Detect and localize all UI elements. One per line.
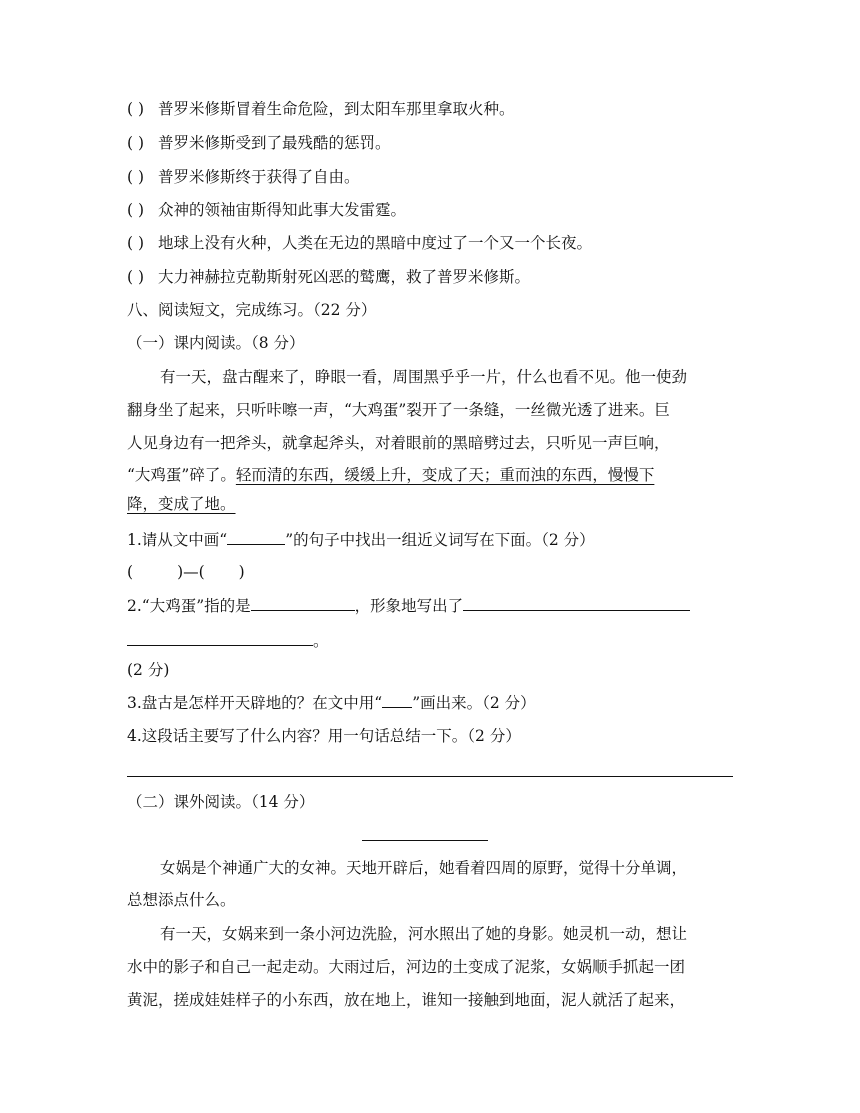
order-item-text: 普罗米修斯终于获得了自由。 <box>158 168 360 186</box>
passage2-line: 总想添点什么。 <box>127 891 236 909</box>
answer-parens[interactable]: ( ) <box>127 168 145 186</box>
answer-blank[interactable] <box>127 629 313 646</box>
section-title: 八、阅读短文，完成练习。（22 分） <box>127 301 377 319</box>
question-2-end: 。 <box>313 632 329 650</box>
answer-paren-dash: )—( <box>177 563 205 581</box>
question-2 <box>127 594 690 617</box>
answer-blank[interactable] <box>251 594 355 611</box>
order-item-2 <box>127 132 391 154</box>
question-2-score: (2 分) <box>127 661 170 679</box>
part1-title: （一）课内阅读。（8 分） <box>127 334 305 352</box>
order-item-4 <box>127 199 406 221</box>
passage1-line: 人见身边有一把斧头，就拿起斧头，对着眼前的黑暗劈过去，只听见一声巨响， <box>127 434 670 452</box>
order-item-text: 普罗米修斯冒着生命危险，到太阳车那里拿取火种。 <box>158 100 515 118</box>
answer-paren-close: ) <box>238 563 245 581</box>
order-item-5 <box>127 232 592 254</box>
passage2-line: 水中的影子和自己一起走动。大雨过后，河边的土变成了泥浆，女娲顺手抓起一团 <box>127 958 686 976</box>
passage1-line <box>127 493 236 515</box>
passage1-text: “大鸡蛋”碎了。 <box>127 466 236 484</box>
part2-title: （二）课外阅读。（14 分） <box>127 793 315 811</box>
order-item-3 <box>127 166 360 188</box>
question-3-prompt: 3.盘古是怎样开天辟地的？在文中用“ <box>127 694 383 712</box>
underlined-sentence: 轻而清的东西，缓缓上升，变成了天；重而浊的东西，慢慢下 <box>235 466 655 484</box>
order-item-text: 普罗米修斯受到了最残酷的惩罚。 <box>158 134 391 152</box>
passage1-line <box>127 464 654 486</box>
question-3 <box>127 692 536 714</box>
answer-blank[interactable] <box>463 594 690 611</box>
answer-parens[interactable]: ( ) <box>127 234 145 252</box>
passage2-line: 女娲是个神通广大的女神。天地开辟后，她看着四周的原野，觉得十分单调， <box>160 859 688 877</box>
answer-parens[interactable]: ( ) <box>127 100 145 118</box>
answer-parens[interactable]: ( ) <box>127 201 145 219</box>
question-2-mid: ，形象地写出了 <box>354 597 464 615</box>
question-1-prompt-end: ”的句子中找出一组近义词写在下面。（2 分） <box>285 531 595 549</box>
question-1-answer[interactable] <box>127 561 245 583</box>
passage2-line: 黄泥，搓成娃娃样子的小东西，放在地上，谁知一接触到地面，泥人就活了起来， <box>127 991 686 1009</box>
question-3-prompt-end: ”画出来。（2 分） <box>412 694 536 712</box>
passage1-line: 有一天，盘古醒来了，睁眼一看，周围黑乎乎一片，什么也看不见。他一使劲 <box>160 368 688 386</box>
question-2-prompt: 2.“大鸡蛋”指的是 <box>127 597 251 615</box>
underline-sample <box>382 694 412 708</box>
underline-sample <box>227 528 285 545</box>
answer-parens[interactable]: ( ) <box>127 134 145 152</box>
order-item-6 <box>127 266 530 288</box>
answer-paren-open: ( <box>127 563 134 581</box>
underlined-sentence: 降，变成了地。 <box>127 495 236 513</box>
question-1 <box>127 528 595 551</box>
question-1-prompt: 1.请从文中画“ <box>127 531 228 549</box>
order-item-text: 众神的领袖宙斯得知此事大发雷霆。 <box>158 201 407 219</box>
passage2-line: 有一天，女娲来到一条小河边洗脸，河水照出了她的身影。她灵机一动，想让 <box>160 925 688 943</box>
question-4: 4.这段话主要写了什么内容？用一句话总结一下。（2 分） <box>127 727 521 745</box>
title-blank[interactable] <box>362 840 488 841</box>
answer-line[interactable] <box>127 776 733 777</box>
order-item-1 <box>127 98 515 120</box>
question-2-continued <box>127 629 329 652</box>
passage1-line: 翻身坐了起来，只听咔嚓一声，“大鸡蛋”裂开了一条缝，一丝微光透了进来。巨 <box>127 401 670 419</box>
order-item-text: 地球上没有火种，人类在无边的黑暗中度过了一个又一个长夜。 <box>158 234 593 252</box>
answer-parens[interactable]: ( ) <box>127 268 145 286</box>
order-item-text: 大力神赫拉克勒斯射死凶恶的鹫鹰，救了普罗米修斯。 <box>158 268 531 286</box>
